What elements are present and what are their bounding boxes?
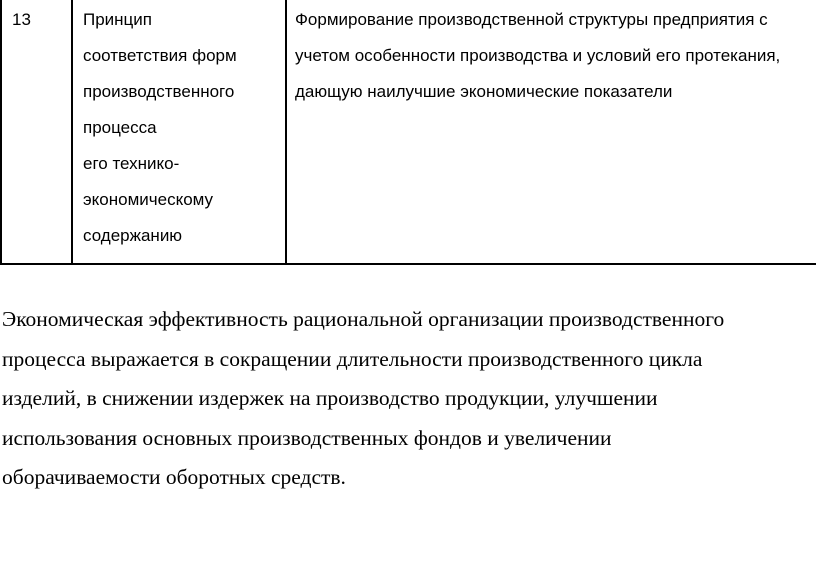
paragraph-line: Экономическая эффективность рациональной организации производственного: [2, 307, 725, 331]
table-row: [1, 0, 816, 264]
principle-name-line: Принцип: [83, 10, 152, 29]
principles-table-fragment: [0, 0, 816, 265]
principles-table: [0, 0, 816, 265]
paragraph-line: использования основных производственных фондов и увеличении: [2, 425, 612, 450]
principle-name-line: процесса: [83, 118, 157, 137]
paragraph-line: оборачиваемости оборотных средств.: [2, 465, 346, 489]
principle-name-line: соответствия форм: [83, 46, 237, 65]
principle-name-line: его технико-: [83, 154, 180, 173]
row-number-cell: [1, 0, 72, 264]
paragraph-line: процесса выражается в сокращении длительности производственного цикла: [2, 346, 703, 371]
principle-name-line: производственного: [83, 82, 235, 101]
principle-description-line: учетом особенности производства и условий его протекания,: [295, 46, 781, 65]
principle-name-line: содержанию: [83, 226, 183, 245]
paragraph-line: изделий, в снижении издержек на производство продукции, улучшении: [2, 386, 658, 410]
body-paragraph: [2, 300, 802, 498]
principle-name-line: экономическому: [83, 190, 214, 209]
principle-name-cell: [72, 0, 286, 264]
principle-description-line: Формирование производственной структуры предприятия с: [295, 10, 768, 29]
row-number: 13: [12, 10, 31, 29]
principle-description-line: дающую наилучшие экономические показатели: [295, 82, 673, 101]
principle-description-cell: [286, 0, 816, 264]
